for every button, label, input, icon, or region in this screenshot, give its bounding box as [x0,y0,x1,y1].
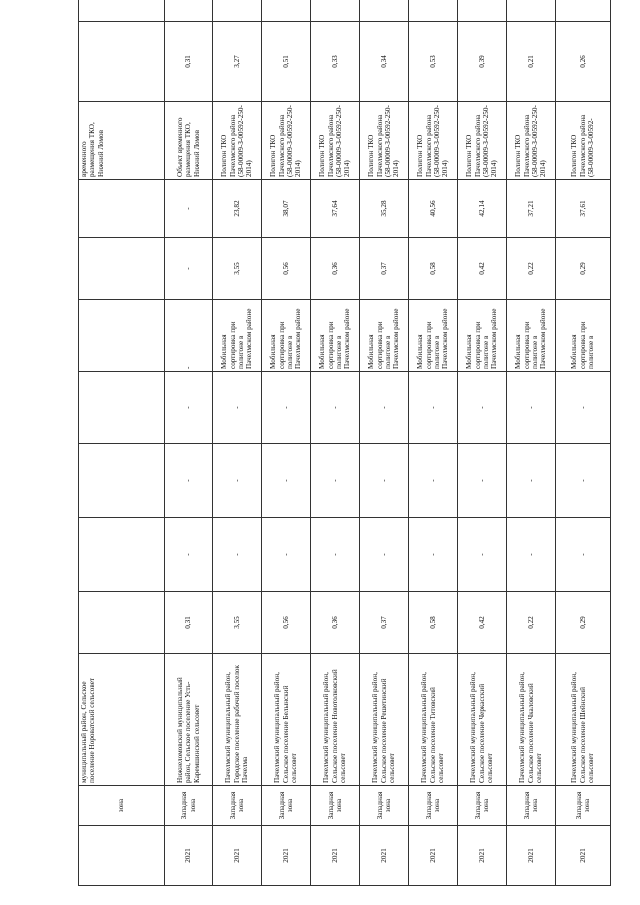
value-cell: - [507,518,556,592]
destination-cell: временного размещения ТКО, Нижний Ломов [79,102,165,180]
value-cell: 0,21 [507,22,556,102]
value-cell: 0,56 [262,592,311,654]
value-cell: - [311,372,360,444]
value-cell: 0,29 [556,592,611,654]
facility-cell: - [165,300,213,372]
table-row [458,0,507,886]
zone-cell: Западная зона [556,786,611,826]
value-cell [79,22,165,102]
value-cell: - [507,444,556,518]
facility-cell: Мобильная сортировка при полигоне в [556,300,611,372]
value-cell: - [262,444,311,518]
value-cell: 0,58 [409,238,458,300]
territory-cell: Пачелмский муниципальный район, Сельское поселение Решетинский сельсовет [360,654,409,786]
value-cell: - [409,444,458,518]
zone-cell: Западная зона [311,786,360,826]
value-cell: - [262,518,311,592]
year-cell: 2021 [556,826,611,886]
value-cell: - [409,372,458,444]
value-cell: 0,33 [311,22,360,102]
destination-cell: Полигон ТКО Пачелмского района (58-00009-З-00592-250-2014) [458,102,507,180]
table-row [165,0,213,886]
value-cell [262,0,311,22]
year-cell [79,826,165,886]
value-cell: 0,37 [360,592,409,654]
value-cell: 0,36 [311,592,360,654]
facility-cell [79,300,165,372]
territory-cell: Нижнеломовский муниципальный район, Сельское поселение Усть-Каремшинский сельсовет [165,654,213,786]
value-cell: 0,56 [262,238,311,300]
zone-cell: Западная зона [165,786,213,826]
value-cell: 0,58 [409,592,458,654]
value-cell [79,592,165,654]
year-cell: 2021 [360,826,409,886]
destination-cell: Полигон ТКО Пачелмского района (58-00009-З-00592- [556,102,611,180]
territory-cell: Пачелмский муниципальный район, Городское поселение рабочий поселок Пачелма [213,654,262,786]
table-row [213,0,262,886]
zone-cell: Западная зона [458,786,507,826]
value-cell: 0,53 [409,22,458,102]
destination-cell: Полигон ТКО Пачелмского района (58-00009-З-00592-250-2014) [262,102,311,180]
year-cell: 2021 [213,826,262,886]
value-cell [311,0,360,22]
value-cell: 0,39 [458,22,507,102]
value-cell: - [165,372,213,444]
zone-cell: Западная зона [213,786,262,826]
value-cell: 0,37 [360,238,409,300]
table-row [556,0,611,886]
facility-cell: Мобильная сортировка при полигоне в Пачелмском районе [409,300,458,372]
value-cell: 42,14 [458,180,507,238]
value-cell: - [165,518,213,592]
table-row [409,0,458,886]
facility-cell: Мобильная сортировка при полигоне в Пачелмском районе [262,300,311,372]
table-row [507,0,556,886]
destination-cell: Полигон ТКО Пачелмского района (58-00009-З-00592-250-2014) [409,102,458,180]
year-cell: 2021 [507,826,556,886]
table-body [79,0,611,886]
territory-cell: Пачелмский муниципальный район, Сельское поселение Белынский сельсовет [262,654,311,786]
territory-cell: Пачелмский муниципальный район, Сельское поселение Шейнский сельсовет [556,654,611,786]
value-cell: 0,31 [165,592,213,654]
value-cell [556,0,611,22]
value-cell: - [311,444,360,518]
destination-cell: Полигон ТКО Пачелмского района (58-00009-З-00592-250-2014) [311,102,360,180]
facility-cell: Мобильная сортировка при полигоне в Пачелмском районе [360,300,409,372]
facility-cell: Мобильная сортировка при полигоне в Пачелмском районе [458,300,507,372]
value-cell: - [165,180,213,238]
value-cell: 0,42 [458,238,507,300]
value-cell: - [213,372,262,444]
destination-cell: Полигон ТКО Пачелмского района (58-00009-З-00592-250-2014) [507,102,556,180]
value-cell: 37,61 [556,180,611,238]
value-cell: - [556,444,611,518]
value-cell: 37,21 [507,180,556,238]
value-cell: - [360,372,409,444]
zone-cell: Западная зона [262,786,311,826]
territory-cell: Пачелмский муниципальный район, Сельское поселение Чкаловский сельсовет [507,654,556,786]
value-cell [79,372,165,444]
value-cell: - [556,518,611,592]
value-cell: - [507,372,556,444]
facility-cell: Мобильная сортировка при полигоне в Пачелмском районе [507,300,556,372]
table-row [311,0,360,886]
value-cell: 0,31 [165,22,213,102]
value-cell: - [458,372,507,444]
value-cell [79,444,165,518]
value-cell: - [360,444,409,518]
value-cell [507,0,556,22]
destination-cell: Полигон ТКО Пачелмского района (58-00009-З-00592-250-2014) [213,102,262,180]
value-cell: 0,29 [556,238,611,300]
value-cell [213,0,262,22]
value-cell: 0,22 [507,238,556,300]
zone-cell: Западная зона [409,786,458,826]
value-cell: - [458,518,507,592]
territory-cell: муниципальный район, Сельское поселение Нороватский сельсовет [79,654,165,786]
value-cell: 0,34 [360,22,409,102]
rotated-table-wrapper [78,20,610,886]
value-cell: - [556,372,611,444]
value-cell: - [262,372,311,444]
value-cell: 3,55 [213,592,262,654]
value-cell: 0,42 [458,592,507,654]
value-cell: 35,28 [360,180,409,238]
year-cell: 2021 [165,826,213,886]
value-cell: 3,55 [213,238,262,300]
year-cell: 2021 [262,826,311,886]
value-cell: 0,36 [311,238,360,300]
facility-cell: Мобильная сортировка при полигоне в Пачелмском районе [311,300,360,372]
territory-cell: Пачелмский муниципальный район, Сельское поселение Черкасский сельсовет [458,654,507,786]
table-row [262,0,311,886]
value-cell [360,0,409,22]
value-cell: 0,26 [556,22,611,102]
zone-cell: зона [79,786,165,826]
value-cell: - [213,518,262,592]
value-cell [165,0,213,22]
destination-cell: Объект временного размещения ТКО, Нижний Ломов [165,102,213,180]
value-cell: - [458,444,507,518]
year-cell: 2021 [311,826,360,886]
value-cell [458,0,507,22]
value-cell: 40,56 [409,180,458,238]
value-cell: 37,64 [311,180,360,238]
value-cell [409,0,458,22]
value-cell [79,518,165,592]
value-cell [79,180,165,238]
value-cell: - [213,444,262,518]
value-cell: 0,22 [507,592,556,654]
destination-cell: Полигон ТКО Пачелмского района (58-00009-З-00592-250-2014) [360,102,409,180]
value-cell: 3,27 [213,22,262,102]
table-row [360,0,409,886]
value-cell: 0,51 [262,22,311,102]
value-cell: 23,82 [213,180,262,238]
territory-cell: Пачелмский муниципальный район, Сельское поселение Новотолковский сельсовет [311,654,360,786]
value-cell: - [165,238,213,300]
value-cell: - [311,518,360,592]
year-cell: 2021 [409,826,458,886]
table-row [79,0,165,886]
value-cell: - [409,518,458,592]
value-cell [79,0,165,22]
waste-flow-table [78,0,611,886]
zone-cell: Западная зона [360,786,409,826]
year-cell: 2021 [458,826,507,886]
value-cell: - [165,444,213,518]
value-cell: - [360,518,409,592]
value-cell [79,238,165,300]
territory-cell: Пачелмский муниципальный район, Сельское поселение Титовский сельсовет [409,654,458,786]
zone-cell: Западная зона [507,786,556,826]
value-cell: 38,07 [262,180,311,238]
facility-cell: Мобильная сортировка при полигоне в Пачелмском районе [213,300,262,372]
